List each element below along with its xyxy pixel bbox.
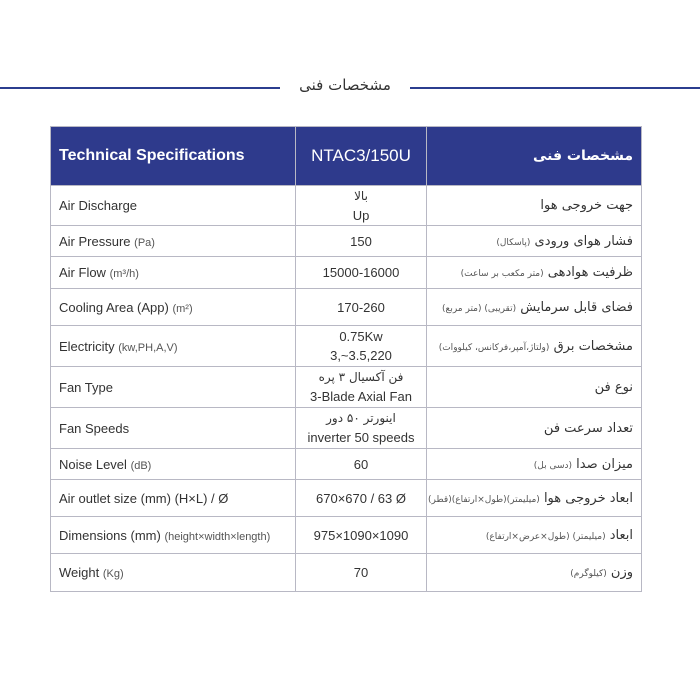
spec-label-english-text: Cooling Area (App) [59,299,169,315]
spec-label-persian-text: فشار هوای ورودی [534,233,633,249]
table-row [51,367,642,408]
table-body [51,186,642,592]
spec-label-english [51,257,296,289]
spec-unit-persian: (متر مکعب بر ساعت) [460,269,544,279]
spec-label-english [51,326,296,367]
spec-unit-persian: (کیلوگرم) [570,569,607,579]
spec-label-persian [427,554,642,592]
table-row [51,449,642,480]
spec-value-line-1: بالا [354,188,368,203]
spec-value [296,186,427,226]
spec-label-english-text: Noise Level [59,456,127,472]
spec-label-persian [427,226,642,257]
spec-value-line-2: 3-Blade Axial Fan [310,389,412,404]
spec-label-persian [427,480,642,517]
table-row [51,226,642,257]
spec-label-english-text: Fan Type [59,379,113,395]
spec-value-line-2: 975×1090×1090 [313,527,409,543]
spec-label-english-text: Electricity [59,338,115,354]
spec-label-english [51,449,296,480]
spec-unit-english: (height×width×length) [164,530,271,543]
spec-value [296,480,427,517]
spec-label-persian [427,408,642,449]
spec-unit-english: (Pa) [134,236,155,249]
spec-value [296,257,427,289]
spec-value-line-2: Up [352,207,370,223]
spec-label-persian-text: میزان صدا [576,456,633,472]
spec-label-english [51,517,296,554]
spec-label-english [51,186,296,226]
heading-divider-left [0,87,280,89]
spec-label-english-text: Dimensions (mm) [59,527,161,543]
spec-label-persian-text: ظرفیت هوادهی [547,265,633,280]
specifications-table [50,126,642,592]
table-header-row [51,127,642,186]
spec-unit-english: (m²) [172,302,193,315]
spec-value-line-2: 60 [353,456,369,472]
heading-divider-right [410,87,700,89]
table-row [51,186,642,226]
spec-value [296,226,427,257]
spec-label-persian-text: نوع فن [594,379,633,395]
spec-value-line-2: 170-260 [337,299,385,315]
spec-value-line-1: فن آکسیال ۳ پره [318,370,404,384]
spec-unit-english: (kw,PH,A,V) [118,341,178,354]
section-heading [0,72,700,102]
spec-unit-english: (m³/h) [109,268,139,280]
header-persian: مشخصات فنی [427,127,642,186]
spec-value [296,326,427,367]
table-row [51,408,642,449]
table-row [51,257,642,289]
spec-label-persian [427,326,642,367]
spec-label-english-text: Air Pressure [59,233,131,249]
spec-unit-persian: (میلیمتر)(طول×ارتفاع)(قطر) [428,494,540,505]
spec-value [296,449,427,480]
spec-label-persian [427,449,642,480]
spec-unit-persian: (پاسکال) [496,237,531,248]
table-row [51,289,642,326]
spec-value-line-1: 0.75Kw [339,329,383,344]
table-row [51,480,642,517]
spec-value-line-2: inverter 50 speeds [307,430,415,445]
spec-unit-english: (dB) [130,459,152,472]
spec-label-persian-text: فضای قابل سرمایش [520,299,633,315]
spec-value-line-2: 70 [353,565,369,580]
spec-label-persian-text: وزن [610,565,633,580]
spec-label-english-text: Air outlet size (mm) (H×L) / Ø [59,490,229,506]
spec-label-persian-text: تعداد سرعت فن [543,420,633,436]
spec-label-english-text: Weight [59,565,100,580]
spec-value [296,289,427,326]
section-title: مشخصات فنی [299,76,391,94]
spec-label-persian-text: جهت خروجی هوا [540,198,633,213]
spec-value [296,408,427,449]
spec-label-english [51,226,296,257]
spec-label-persian [427,186,642,226]
spec-label-english [51,554,296,592]
spec-value-line-1: اینورتر ۵۰ دور [326,411,396,425]
spec-label-english [51,480,296,517]
spec-unit-persian: (دسی بل) [533,460,573,471]
spec-label-english [51,289,296,326]
spec-label-persian [427,517,642,554]
spec-label-persian-text: مشخصات برق [553,338,633,354]
spec-label-persian [427,257,642,289]
spec-value-line-2: 670×670 / 63 Ø [316,490,406,506]
table-row [51,554,642,592]
spec-label-english-text: Fan Speeds [59,420,130,436]
spec-label-english-text: Air Discharge [59,198,138,213]
spec-label-english [51,408,296,449]
spec-value-line-2: 150 [350,233,372,249]
spec-unit-persian: (ولتاژ،آمپر،فرکانس، کیلووات) [438,342,550,353]
spec-unit-persian: (میلیمتر) (طول×عرض×ارتفاع) [485,531,606,542]
spec-value-line-2: 3,~3.5,220 [330,348,392,363]
spec-unit-english: (Kg) [102,568,124,580]
table-row [51,326,642,367]
header-model: NTAC3/150U [296,127,427,186]
spec-label-persian [427,289,642,326]
spec-value-line-2: 15000-16000 [322,265,400,280]
spec-label-persian [427,367,642,408]
spec-value [296,554,427,592]
spec-label-persian-text: ابعاد خروجی هوا [543,490,633,506]
spec-value [296,367,427,408]
spec-label-english [51,367,296,408]
spec-label-persian-text: ابعاد [609,527,633,543]
spec-label-english-text: Air Flow [59,265,106,280]
table-row [51,517,642,554]
spec-value [296,517,427,554]
header-english: Technical Specifications [51,127,296,186]
spec-unit-persian: (تقریبی) (متر مربع) [442,303,517,314]
